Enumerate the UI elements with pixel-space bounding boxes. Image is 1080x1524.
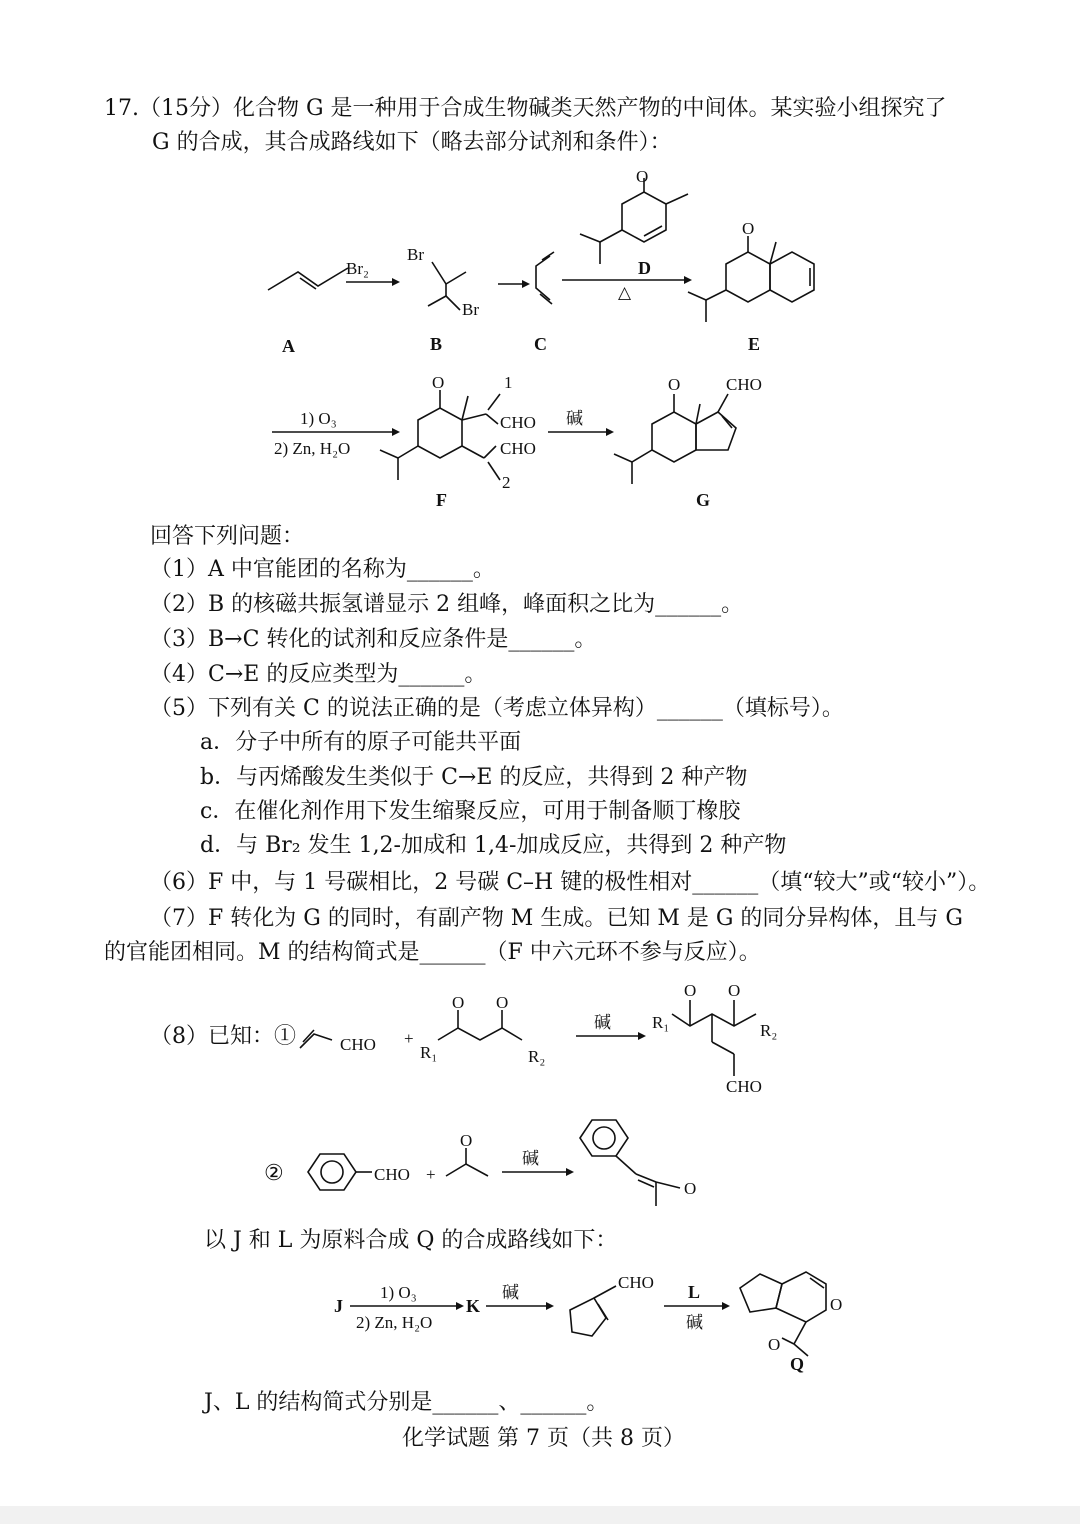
svg-text:O: O — [684, 981, 697, 1000]
svg-text:CHO: CHO — [726, 375, 762, 394]
route-j-to-q — [0, 1258, 1080, 1378]
svg-text:1) O₃: 1) O₃ — [380, 1283, 417, 1302]
svg-text:J: J — [334, 1296, 343, 1316]
svg-text:F: F — [436, 490, 447, 510]
compound-g-structure — [614, 394, 736, 484]
svg-text:Q: Q — [790, 1354, 805, 1374]
svg-text:CHO: CHO — [500, 413, 536, 432]
compound-d-structure — [580, 178, 688, 264]
option-c: c．在催化剂作用下发生缩聚反应，可用于制备顺丁橡胶 — [200, 799, 741, 824]
svg-text:O: O — [452, 993, 465, 1012]
svg-text:碱: 碱 — [502, 1283, 519, 1302]
question-5: （5）下列有关 C 的说法正确的是（考虑立体异构）______（填标号）。 — [150, 696, 844, 721]
svg-text:R₂: R₂ — [760, 1021, 778, 1040]
option-a: a．分子中所有的原子可能共平面 — [200, 730, 522, 755]
svg-text:碱: 碱 — [686, 1313, 703, 1332]
question-17-header: 17.（15分）化合物 G 是一种用于合成生物碱类天然产物的中间体。某实验小组探究了 — [104, 96, 947, 121]
svg-text:1) O₃: 1) O₃ — [300, 409, 337, 428]
svg-text:CHO: CHO — [618, 1273, 654, 1292]
svg-text:CHO: CHO — [374, 1165, 410, 1184]
svg-text:Br: Br — [462, 300, 479, 319]
question-7: （7）F 转化为 G 的同时，有副产物 M 生成。已知 M 是 G 的同分异构体，且与 G — [150, 906, 963, 931]
answer-intro: 回答下列问题： — [150, 524, 305, 549]
svg-text:B: B — [430, 334, 443, 354]
svg-text:CHO: CHO — [726, 1077, 762, 1096]
svg-text:K: K — [466, 1296, 481, 1316]
question-8-final: J、L 的结构简式分别是______、______。 — [204, 1390, 609, 1415]
compound-c-structure — [536, 252, 554, 304]
svg-text:O: O — [432, 373, 445, 392]
question-17-header-line2: G 的合成，其合成路线如下（略去部分试剂和条件）： — [152, 130, 672, 155]
synthesis-scheme-row2 — [0, 366, 1080, 516]
svg-text:2) Zn, H₂O: 2) Zn, H₂O — [274, 439, 351, 458]
synthesis-scheme-row1 — [0, 160, 1080, 360]
svg-text:R₂: R₂ — [528, 1047, 546, 1066]
route-intro: 以 J 和 L 为原料合成 Q 的合成路线如下： — [204, 1228, 618, 1253]
question-6: （6）F 中，与 1 号碳相比，2 号碳 C–H 键的极性相对______（填“较大”或“较小”）。 — [150, 870, 991, 895]
svg-text:O: O — [742, 219, 755, 238]
compound-b-structure — [428, 262, 466, 310]
svg-text:O: O — [496, 993, 509, 1012]
svg-text:O: O — [768, 1335, 781, 1354]
svg-text:1: 1 — [504, 373, 513, 392]
svg-text:2) Zn, H₂O: 2) Zn, H₂O — [356, 1313, 433, 1332]
svg-text:A: A — [282, 336, 295, 356]
svg-text:+: + — [426, 1165, 436, 1184]
svg-text:Br₂: Br₂ — [346, 259, 369, 278]
svg-text:Br: Br — [407, 245, 424, 264]
question-4: （4）C→E 的反应类型为______。 — [150, 662, 487, 687]
svg-text:O: O — [830, 1295, 843, 1314]
svg-text:碱: 碱 — [566, 409, 583, 428]
svg-text:L: L — [688, 1282, 701, 1302]
question-2: （2）B 的核磁共振氢谱显示 2 组峰，峰面积之比为______。 — [150, 592, 744, 617]
known-reaction-2 — [0, 1108, 1080, 1228]
svg-text:②: ② — [264, 1160, 284, 1185]
svg-text:E: E — [748, 334, 761, 354]
svg-text:CHO: CHO — [500, 439, 536, 458]
option-d: d．与 Br₂ 发生 1,2-加成和 1,4-加成反应，共得到 2 种产物 — [200, 833, 787, 858]
svg-text:O: O — [636, 167, 649, 186]
svg-text:O: O — [668, 375, 681, 394]
svg-text:碱: 碱 — [594, 1013, 611, 1032]
question-3: （3）B→C 转化的试剂和反应条件是______。 — [150, 627, 597, 652]
question-7-line2: 的官能团相同。M 的结构简式是______（F 中六元环不参与反应）。 — [104, 940, 761, 965]
page-footer: 化学试题 第 7 页（共 8 页） — [402, 1426, 685, 1451]
svg-text:△: △ — [618, 283, 632, 302]
svg-text:碱: 碱 — [522, 1149, 539, 1168]
svg-text:O: O — [728, 981, 741, 1000]
compound-e-structure — [688, 236, 814, 322]
question-8-known: （8）已知：① — [150, 1024, 296, 1049]
compound-f-structure — [380, 390, 500, 480]
svg-text:2: 2 — [502, 473, 511, 492]
option-b: b．与丙烯酸发生类似于 C→E 的反应，共得到 2 种产物 — [200, 765, 748, 790]
svg-text:O: O — [460, 1131, 473, 1150]
svg-text:D: D — [638, 258, 651, 278]
known-reaction-1 — [0, 980, 1080, 1110]
question-1: （1）A 中官能团的名称为______。 — [150, 557, 495, 582]
svg-text:R₁: R₁ — [652, 1013, 670, 1032]
svg-text:CHO: CHO — [340, 1035, 376, 1054]
page-bottom-edge — [0, 1506, 1080, 1524]
svg-text:R₁: R₁ — [420, 1043, 438, 1062]
svg-text:G: G — [696, 490, 711, 510]
svg-text:C: C — [534, 334, 547, 354]
compound-a-structure — [268, 268, 348, 290]
svg-text:O: O — [684, 1179, 697, 1198]
svg-text:+: + — [404, 1029, 414, 1048]
